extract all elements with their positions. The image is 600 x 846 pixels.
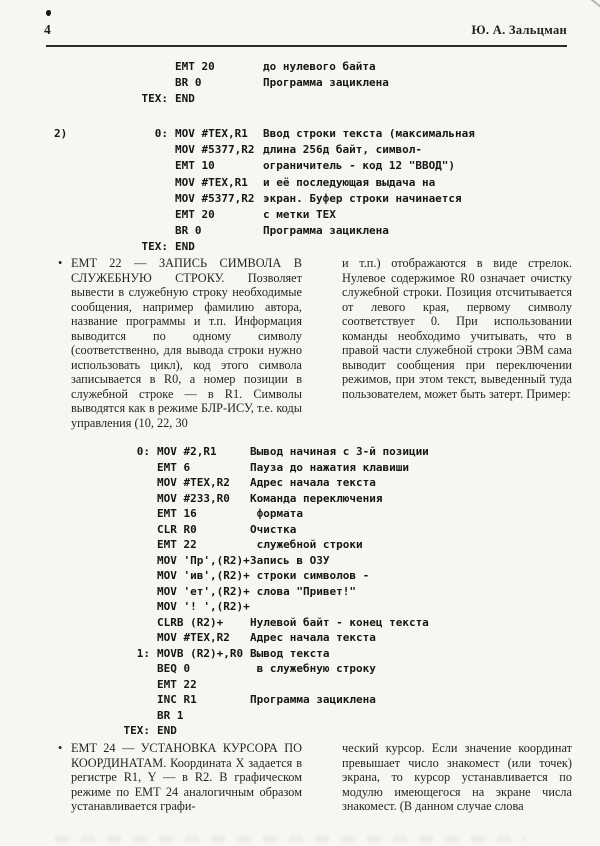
code-row [114,661,429,677]
code-label: TEX: [141,92,168,106]
code-comment: в служебную строку [250,662,376,675]
emt22-paragraph-left-column [57,256,302,430]
code-row [132,158,475,174]
code-label [114,537,150,553]
code-row [114,537,429,553]
code-comment: строки символов - [250,569,370,582]
code-instruction: BEQ 0 [157,662,191,675]
emt24-right-text: ческий курсор. Если значение координат превышает число знакомест (или точек) экрана, то курсор устанавливается по модулю имеющегося на экране числа знакомест. (В данном случае слова [342,741,572,813]
code-comment: Программа зациклена [250,693,376,706]
code-row [132,126,475,142]
code-instruction: BR 1 [157,708,184,722]
code-label [114,506,150,522]
code-listing-emt22-example [114,444,429,739]
code-instruction: MOVB (R2)+,R0 [157,646,244,660]
code-instruction: EMT 22 [157,538,197,551]
code-instruction: MOV #TEX,R1 [175,175,248,189]
code-instruction: MOV #TEX,R2 [157,631,230,644]
page-number: 4 [44,22,51,37]
code-comment: формата [250,507,303,520]
code-instruction: EMT 10 [175,159,215,173]
code-label [114,708,150,724]
emt22-left-text: EMT 22 — ЗАПИСЬ СИМВОЛА В СЛУЖЕБНУЮ СТРОКУ. Позволяет вывести в служебную строку необходимые сообщения, например фамилию автора, название программы и т.п. Информация выводится по одному символу (соответственно, для вывода строки нужно использовать цикл), код этого символа записывается в R0, а номер позиции в служебной строке — в R1. Символы выводятся как в режиме БЛР-ИСУ, т.е. коды управления (10, 22, 30 [71,256,302,430]
header-rule [46,45,567,47]
code-row [132,191,475,207]
code-label [132,75,168,91]
code-comment: Адрес начала текста [250,476,376,489]
code-row [114,460,429,476]
code-comment: Вывод текста [250,646,330,660]
code-listing-example-2 [132,126,475,256]
code-comment: Программа зациклена [263,76,389,90]
emt24-paragraph-right-column [342,741,572,814]
code-instruction: BR 0 [175,76,202,90]
code-row [132,91,389,107]
code-instruction: MOV 'ив',(R2)+ [157,569,250,582]
code-row [132,59,389,75]
code-label [132,207,168,223]
bullet-marker: • [58,741,63,755]
code-instruction: END [157,724,177,737]
code-comment: ограничитель - код 12 "ВВОД") [263,159,456,173]
code-instruction: END [175,92,195,106]
code-instruction: EMT 20 [175,208,215,222]
code-row [114,723,429,739]
code-row [114,522,429,538]
code-comment: экран. Буфер строки начинается [263,191,462,205]
code-row [114,444,429,460]
code-row [114,615,429,631]
code-comment: и её последующая выдача на [263,175,436,189]
code-label: 1: [136,646,150,660]
code-row [114,584,429,600]
code-comment: Вывод начиная с 3-й позиции [250,445,429,458]
code-comment: длина 256д байт, символ- [263,143,422,157]
code-row [114,692,429,708]
code-comment: Запись в ОЗУ [250,553,330,567]
code-label [114,661,150,677]
code-instruction: MOV #2,R1 [157,445,217,458]
code-row [114,646,429,662]
code-instruction: INC R1 [157,693,197,706]
ink-speck [46,10,51,16]
code-label [114,677,150,693]
code-row [114,599,429,615]
code-label [114,522,150,538]
emt22-paragraph-right-column [342,256,572,401]
code-instruction: BR 0 [175,224,202,238]
emt22-right-text: и т.п.) отображаются в виде стрелок. Нулевое содержимое R0 означает очистку служебной строки. Позиция отсчитывается от левого края, первому символу соответствует 0. При использовании команды необходимо учитывать, что в правой части служебной строки ЭВМ сама выводит сообщения при переключении режимов, при этом текст, выведенный туда пользователем, может быть затерт. Пример: [342,256,572,401]
code-row [132,239,475,255]
code-comment: до нулевого байта [263,60,376,73]
code-label: TEX: [141,240,168,254]
code-comment: Команда переключения [250,491,383,505]
code-instruction: MOV #5377,R2 [175,143,255,157]
code-comment: служебной строки [250,538,363,551]
code-label [132,191,168,207]
list-item-number: 2) [54,127,68,140]
code-row [132,75,389,91]
code-label [114,568,150,584]
code-label [132,223,168,239]
code-label [114,692,150,708]
code-label [132,142,168,158]
code-label [114,599,150,615]
running-head-author: Ю. А. Зальцман [471,23,567,37]
code-row [114,568,429,584]
code-label [114,615,150,631]
code-comment: с метки TEX [263,208,336,222]
code-row [114,630,429,646]
code-listing-continuation [132,59,389,108]
code-instruction: MOV 'Пр',(R2)+ [157,553,250,567]
code-label [114,475,150,491]
code-label [114,491,150,507]
emt24-paragraph-left-column [57,741,302,814]
code-instruction: END [175,240,195,254]
scan-scratch-mark [587,0,600,10]
code-row [114,475,429,491]
code-label [132,158,168,174]
code-label: 0: [154,127,168,140]
code-label [114,630,150,646]
code-instruction: MOV #TEX,R1 [175,127,248,140]
code-row [132,175,475,191]
code-instruction: EMT 22 [157,677,197,691]
code-instruction: MOV 'ет',(R2)+ [157,584,250,598]
code-instruction: MOV '! ',(R2)+ [157,600,250,613]
code-label [132,175,168,191]
code-instruction: EMT 6 [157,460,191,474]
code-row [132,223,475,239]
code-instruction: MOV #233,R0 [157,491,230,505]
code-label: TEX: [123,724,150,737]
code-row [114,677,429,693]
code-label: 0: [136,445,150,458]
code-row [132,142,475,158]
code-instruction: MOV #TEX,R2 [157,476,230,489]
code-comment: Ввод строки текста (максимальная [263,127,475,140]
code-label [114,584,150,600]
code-row [114,491,429,507]
code-row [114,708,429,724]
code-row [132,207,475,223]
bullet-marker: • [58,256,63,270]
code-instruction: MOV #5377,R2 [175,191,255,205]
code-comment: Очистка [250,522,297,536]
code-row [114,553,429,569]
code-instruction: EMT 20 [175,60,215,73]
code-label [114,553,150,569]
code-comment: Программа зациклена [263,224,389,238]
code-label [114,460,150,476]
code-row [114,506,429,522]
code-instruction: EMT 16 [157,507,197,520]
code-instruction: CLRB (R2)+ [157,615,224,629]
code-instruction: CLR R0 [157,522,197,536]
code-comment: слова "Привет!" [250,584,356,598]
code-comment: Пауза до нажатия клавиши [250,460,409,474]
code-comment: Нулевой байт - конец текста [250,615,429,629]
page-showthrough [55,836,525,842]
code-comment: Адрес начала текста [250,631,376,644]
code-label [132,59,168,75]
emt24-left-text: EMT 24 — УСТАНОВКА КУРСОРА ПО КООРДИНАТАМ. Координата X задается в регистре R1, Y — в R2. В графическом режиме по EMT 24 аналогичным образом устанавливается графи- [71,741,302,813]
